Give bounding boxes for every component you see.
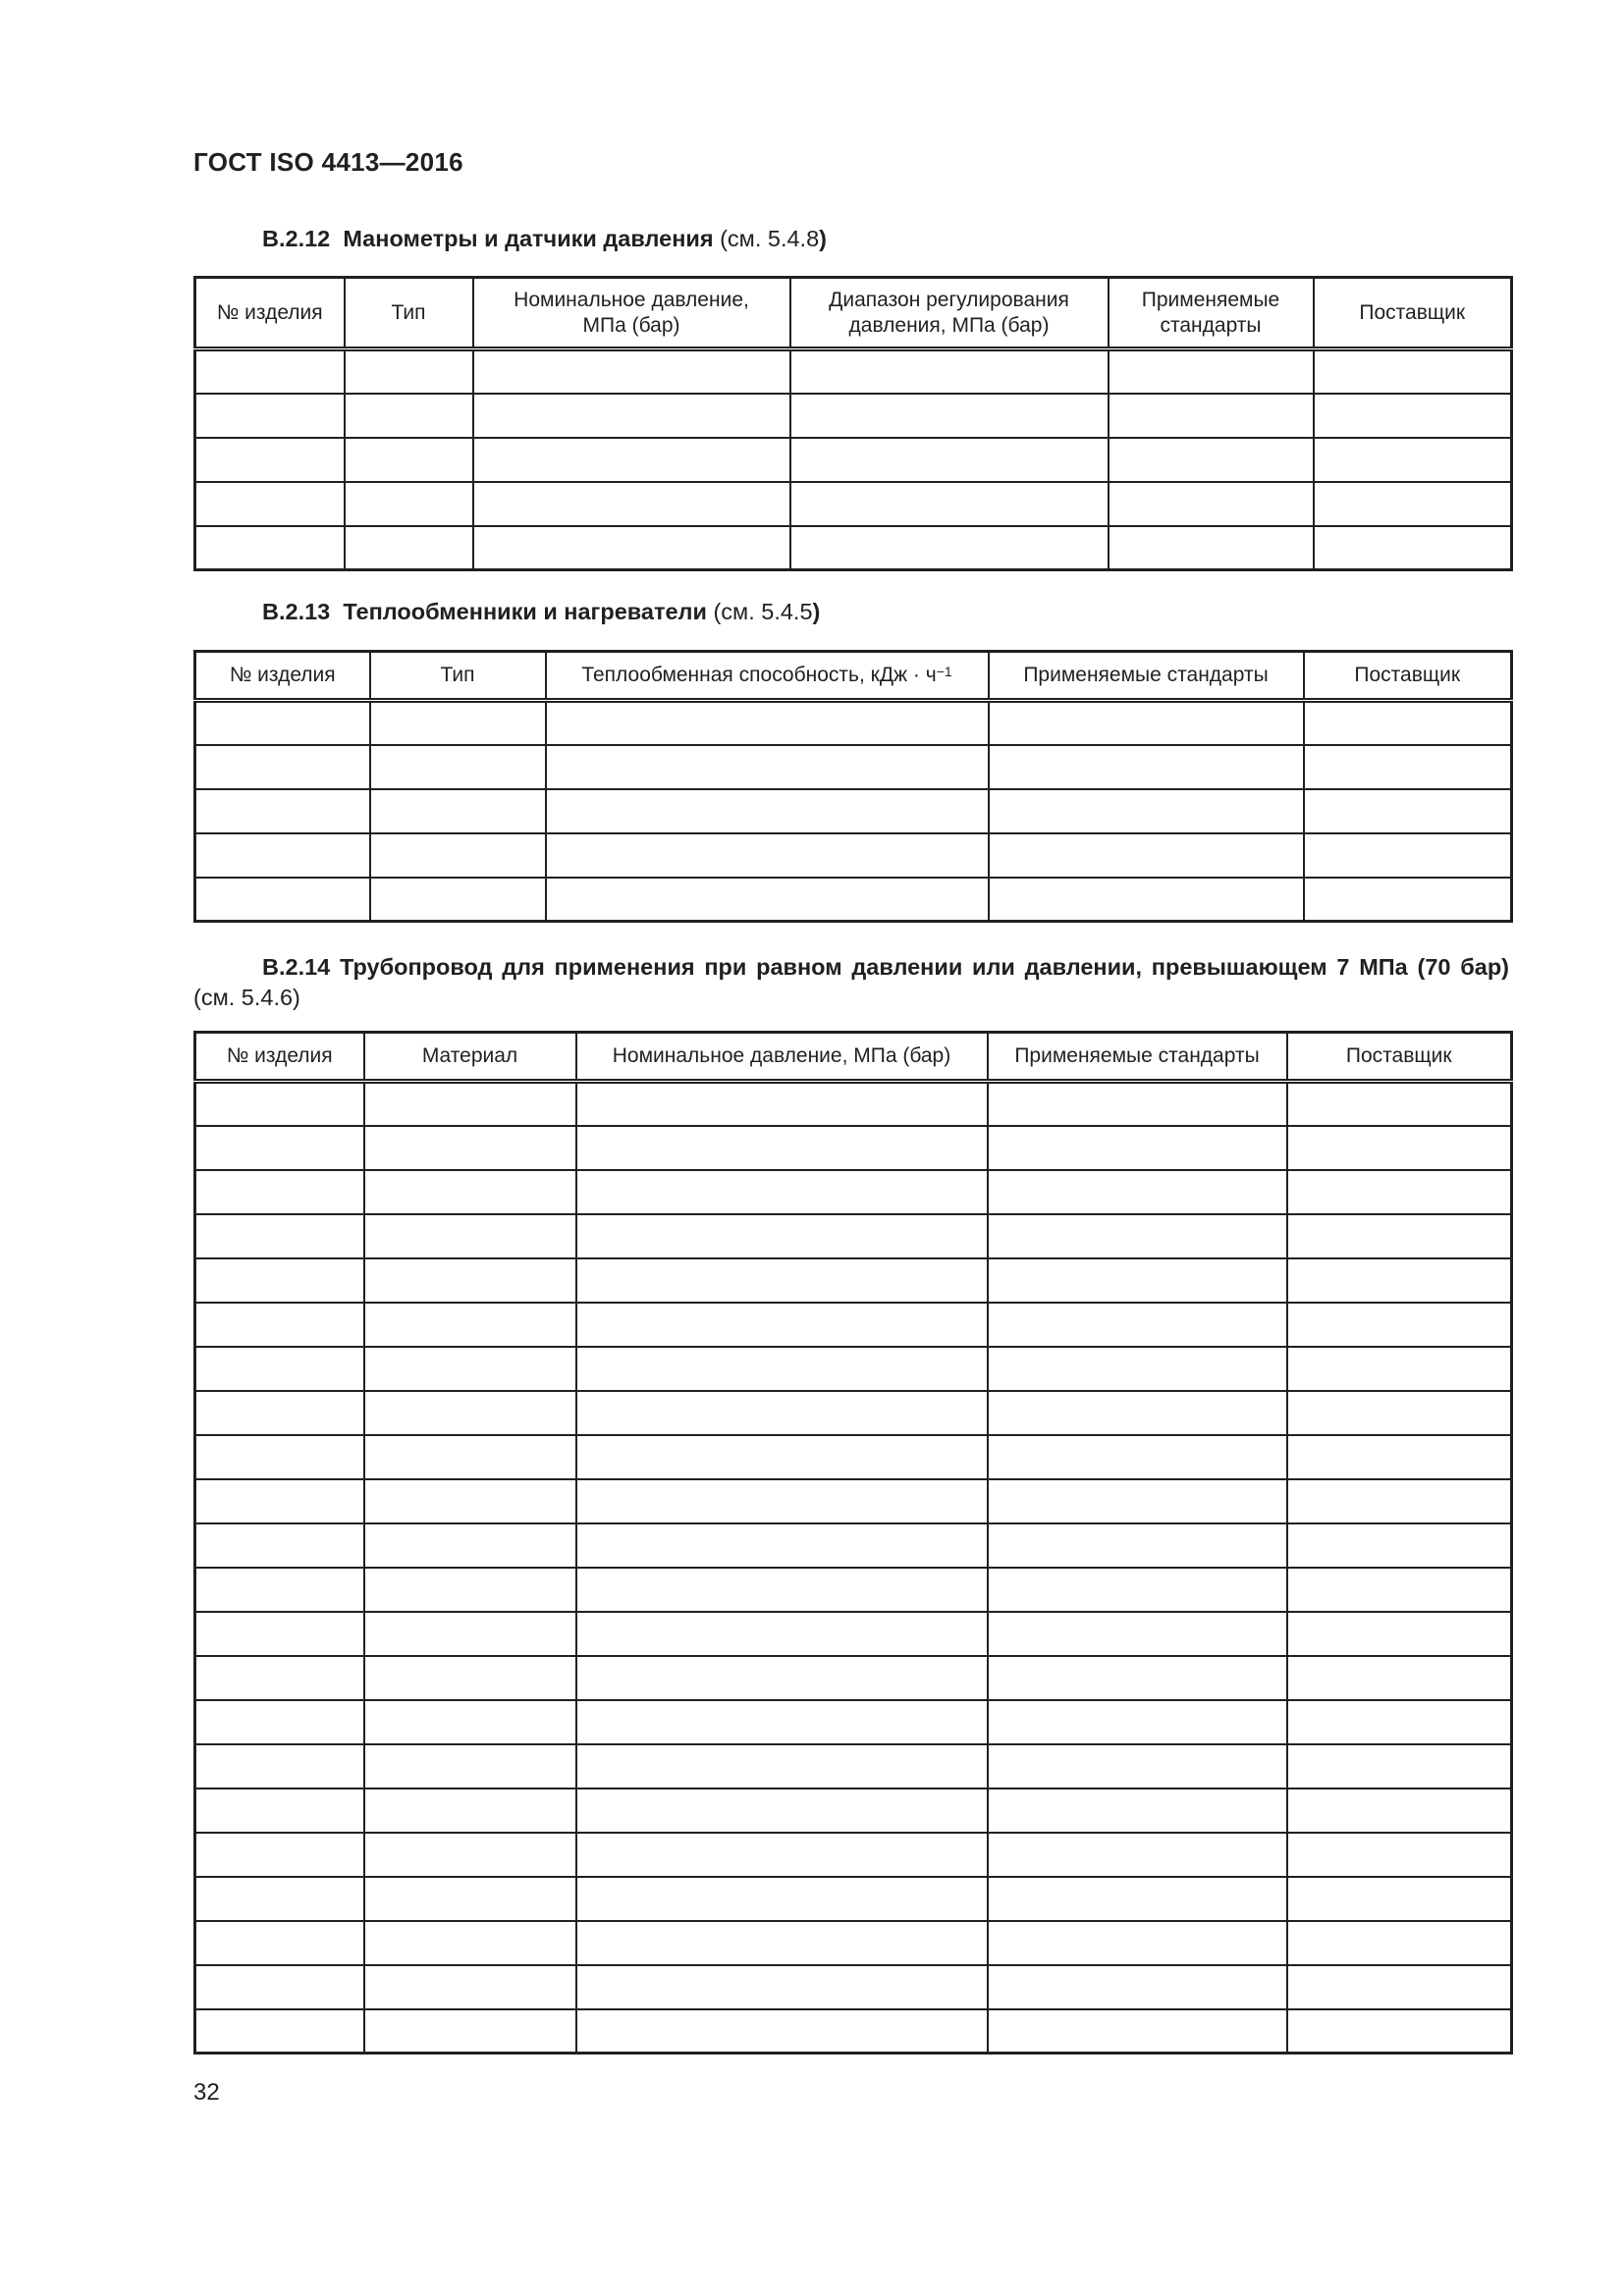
table-cell[interactable]: [1287, 1126, 1512, 1170]
table-cell[interactable]: [364, 1612, 576, 1656]
table-cell[interactable]: [1287, 1523, 1512, 1568]
column-header: Тип: [345, 278, 473, 349]
table-row: [195, 482, 1512, 526]
table-row: [195, 745, 1512, 789]
table-cell[interactable]: [364, 1744, 576, 1789]
table-cell[interactable]: [1304, 745, 1512, 789]
table-cell[interactable]: [1314, 438, 1512, 482]
table-cell[interactable]: [195, 701, 370, 745]
table-cell[interactable]: [370, 745, 546, 789]
table-cell[interactable]: [1314, 349, 1512, 394]
table-cell[interactable]: [195, 1523, 364, 1568]
table-cell[interactable]: [195, 1435, 364, 1479]
column-header: Диапазон регулирования давления, МПа (бар): [790, 278, 1109, 349]
table-cell[interactable]: [195, 1303, 364, 1347]
table-cell[interactable]: [195, 1700, 364, 1744]
table-cell[interactable]: [988, 1303, 1287, 1347]
table-row: [195, 1568, 1512, 1612]
table-cell[interactable]: [195, 789, 370, 833]
table-cell[interactable]: [790, 394, 1109, 438]
table-cell[interactable]: [988, 1568, 1287, 1612]
table-cell[interactable]: [988, 1523, 1287, 1568]
table-row: [195, 701, 1512, 745]
column-header: Применяемые стандарты: [1109, 278, 1314, 349]
table-cell[interactable]: [988, 1965, 1287, 2009]
table-cell[interactable]: [1287, 1789, 1512, 1833]
table-cell[interactable]: [195, 1833, 364, 1877]
table-cell[interactable]: [988, 1126, 1287, 1170]
table-cell[interactable]: [1287, 1170, 1512, 1214]
table-row: [195, 1877, 1512, 1921]
column-header: Поставщик: [1287, 1033, 1512, 1082]
table-cell[interactable]: [1109, 526, 1314, 570]
column-header: Применяемые стандарты: [988, 1033, 1287, 1082]
table-cell[interactable]: [370, 878, 546, 922]
table-cell[interactable]: [790, 349, 1109, 394]
table-cell[interactable]: [988, 1347, 1287, 1391]
table-cell[interactable]: [1109, 482, 1314, 526]
table-cell[interactable]: [473, 349, 790, 394]
table-row: [195, 2009, 1512, 2054]
table-cell[interactable]: [195, 482, 345, 526]
table-cell[interactable]: [364, 1126, 576, 1170]
table-row: [195, 789, 1512, 833]
table-cell[interactable]: [345, 394, 473, 438]
table-cell[interactable]: [1109, 394, 1314, 438]
table-header-row: [195, 1033, 1512, 1082]
table-row: [195, 1612, 1512, 1656]
table-cell[interactable]: [1287, 1391, 1512, 1435]
table-cell[interactable]: [790, 438, 1109, 482]
table-cell[interactable]: [195, 1391, 364, 1435]
column-header: Номинальное давление, МПа (бар): [576, 1033, 988, 1082]
table-cell[interactable]: [988, 1258, 1287, 1303]
table-cell[interactable]: [988, 1656, 1287, 1700]
table-cell[interactable]: [988, 1170, 1287, 1214]
table-cell[interactable]: [195, 1214, 364, 1258]
table-row: [195, 833, 1512, 878]
table-pressure-gauges: [193, 276, 1513, 571]
table-cell[interactable]: [1287, 1568, 1512, 1612]
table-cell[interactable]: [988, 1833, 1287, 1877]
table-cell[interactable]: [576, 1303, 988, 1347]
table-header-row: [195, 652, 1512, 701]
table-cell[interactable]: [370, 833, 546, 878]
section-reference: (см. 5.4.5: [713, 599, 813, 624]
table-cell[interactable]: [989, 833, 1304, 878]
table-row: [195, 1258, 1512, 1303]
table-piping: [193, 1031, 1513, 2055]
table-cell[interactable]: [195, 349, 345, 394]
table-cell[interactable]: [576, 1258, 988, 1303]
table-cell[interactable]: [364, 1789, 576, 1833]
table-cell[interactable]: [1287, 1612, 1512, 1656]
table-body: [195, 1082, 1512, 2054]
table-cell[interactable]: [195, 526, 345, 570]
table-cell[interactable]: [989, 789, 1304, 833]
table-cell[interactable]: [364, 1877, 576, 1921]
table-cell[interactable]: [364, 1214, 576, 1258]
table-cell[interactable]: [195, 438, 345, 482]
table-cell[interactable]: [576, 1965, 988, 2009]
table-cell[interactable]: [364, 1082, 576, 1126]
table-cell[interactable]: [364, 1435, 576, 1479]
table-cell[interactable]: [195, 1126, 364, 1170]
section-title-b214: [193, 952, 1509, 1013]
table-cell[interactable]: [1287, 1214, 1512, 1258]
table-cell[interactable]: [989, 701, 1304, 745]
table-row: [195, 1965, 1512, 2009]
table-cell[interactable]: [364, 1833, 576, 1877]
table-row: [195, 1435, 1512, 1479]
table-cell[interactable]: [988, 1789, 1287, 1833]
table-cell[interactable]: [1287, 1082, 1512, 1126]
table-heat-exchangers: [193, 650, 1513, 923]
table-cell[interactable]: [195, 1656, 364, 1700]
table-cell[interactable]: [345, 349, 473, 394]
table-cell[interactable]: [1287, 1744, 1512, 1789]
table-cell[interactable]: [345, 526, 473, 570]
table-cell[interactable]: [473, 526, 790, 570]
table-cell[interactable]: [195, 1170, 364, 1214]
table-cell[interactable]: [576, 1214, 988, 1258]
table-row: [195, 1744, 1512, 1789]
table-cell[interactable]: [1314, 482, 1512, 526]
table-cell[interactable]: [1287, 1479, 1512, 1523]
table-cell[interactable]: [1304, 789, 1512, 833]
table-row: [195, 878, 1512, 922]
column-header: Материал: [364, 1033, 576, 1082]
table-cell[interactable]: [576, 1347, 988, 1391]
table-cell[interactable]: [546, 878, 989, 922]
table-row: [195, 1303, 1512, 1347]
table-cell[interactable]: [195, 1744, 364, 1789]
page-number: 32: [193, 2079, 220, 2106]
column-header: Номинальное давление, МПа (бар): [473, 278, 790, 349]
table-cell[interactable]: [989, 878, 1304, 922]
table-cell[interactable]: [364, 1921, 576, 1965]
table-row: [195, 1523, 1512, 1568]
table-cell[interactable]: [790, 526, 1109, 570]
column-header: Поставщик: [1304, 652, 1512, 701]
table-cell[interactable]: [576, 1744, 988, 1789]
table-row: [195, 1700, 1512, 1744]
table-cell[interactable]: [364, 1479, 576, 1523]
column-header: Применяемые стандарты: [989, 652, 1304, 701]
section-number: B.2.14: [262, 954, 331, 980]
table-cell[interactable]: [1314, 526, 1512, 570]
table-cell[interactable]: [576, 1082, 988, 1126]
table-cell[interactable]: [1287, 1435, 1512, 1479]
table-body: [195, 701, 1512, 922]
table-cell[interactable]: [576, 1656, 988, 1700]
table-row: [195, 438, 1512, 482]
table-cell[interactable]: [195, 1568, 364, 1612]
table-cell[interactable]: [195, 2009, 364, 2054]
table-cell[interactable]: [345, 438, 473, 482]
table-cell[interactable]: [370, 701, 546, 745]
table-cell[interactable]: [988, 1391, 1287, 1435]
table-row: [195, 1789, 1512, 1833]
table-cell[interactable]: [790, 482, 1109, 526]
table-cell[interactable]: [195, 394, 345, 438]
table-cell[interactable]: [988, 2009, 1287, 2054]
table-cell[interactable]: [364, 1965, 576, 2009]
table-row: [195, 394, 1512, 438]
table-cell[interactable]: [1109, 349, 1314, 394]
table-cell[interactable]: [576, 2009, 988, 2054]
column-header: [546, 652, 989, 701]
table-cell[interactable]: [195, 1082, 364, 1126]
column-header-text: Теплообменная способность, кДж · ч: [581, 664, 937, 686]
section-title-b213: [262, 597, 820, 627]
table-cell[interactable]: [576, 1391, 988, 1435]
table-cell[interactable]: [988, 1744, 1287, 1789]
table-cell[interactable]: [988, 1700, 1287, 1744]
table-cell[interactable]: [1287, 1347, 1512, 1391]
table-cell[interactable]: [364, 1303, 576, 1347]
table-cell[interactable]: [195, 1612, 364, 1656]
column-header: № изделия: [195, 1033, 364, 1082]
section-reference-close: ): [812, 599, 821, 624]
table-cell[interactable]: [364, 1170, 576, 1214]
table-cell[interactable]: [1287, 1877, 1512, 1921]
table-cell[interactable]: [989, 745, 1304, 789]
table-cell[interactable]: [546, 833, 989, 878]
table-cell[interactable]: [195, 1789, 364, 1833]
table-cell[interactable]: [546, 701, 989, 745]
table-row: [195, 1479, 1512, 1523]
table-cell[interactable]: [370, 789, 546, 833]
table-cell[interactable]: [988, 1435, 1287, 1479]
table-cell[interactable]: [195, 1479, 364, 1523]
table-cell[interactable]: [988, 1921, 1287, 1965]
table-cell[interactable]: [576, 1435, 988, 1479]
section-reference: (см. 5.4.8: [720, 226, 820, 251]
table-cell[interactable]: [364, 1656, 576, 1700]
table-cell[interactable]: [546, 745, 989, 789]
table-cell[interactable]: [195, 1877, 364, 1921]
table-cell[interactable]: [576, 1877, 988, 1921]
table-cell[interactable]: [1287, 1921, 1512, 1965]
column-header: № изделия: [195, 278, 345, 349]
table-cell[interactable]: [1304, 833, 1512, 878]
table-cell[interactable]: [576, 1170, 988, 1214]
table-cell[interactable]: [195, 833, 370, 878]
table-cell[interactable]: [473, 394, 790, 438]
table-cell[interactable]: [1287, 2009, 1512, 2054]
table-cell[interactable]: [473, 438, 790, 482]
table-cell[interactable]: [1287, 1833, 1512, 1877]
table-cell[interactable]: [1287, 1258, 1512, 1303]
table-cell[interactable]: [576, 1789, 988, 1833]
table-header-row: [195, 278, 1512, 349]
table-row: [195, 1214, 1512, 1258]
table-cell[interactable]: [473, 482, 790, 526]
table-cell[interactable]: [576, 1126, 988, 1170]
table-cell[interactable]: [576, 1612, 988, 1656]
table-cell[interactable]: [988, 1612, 1287, 1656]
table-cell[interactable]: [546, 789, 989, 833]
table-cell[interactable]: [364, 1523, 576, 1568]
column-header-superscript: −1: [936, 664, 952, 679]
table-cell[interactable]: [364, 2009, 576, 2054]
table-body: [195, 349, 1512, 570]
column-header: Тип: [370, 652, 546, 701]
table-cell[interactable]: [1314, 394, 1512, 438]
table-cell[interactable]: [1109, 438, 1314, 482]
table-cell[interactable]: [576, 1833, 988, 1877]
table-row: [195, 526, 1512, 570]
table-cell[interactable]: [988, 1877, 1287, 1921]
table-cell[interactable]: [576, 1700, 988, 1744]
table-row: [195, 1170, 1512, 1214]
table-row: [195, 1347, 1512, 1391]
table-row: [195, 1082, 1512, 1126]
table-cell[interactable]: [345, 482, 473, 526]
column-header: Поставщик: [1314, 278, 1512, 349]
table-row: [195, 349, 1512, 394]
table-cell[interactable]: [988, 1479, 1287, 1523]
section-reference-close: ): [819, 226, 827, 251]
table-cell[interactable]: [988, 1082, 1287, 1126]
table-cell[interactable]: [576, 1568, 988, 1612]
table-row: [195, 1126, 1512, 1170]
table-cell[interactable]: [364, 1700, 576, 1744]
column-header: № изделия: [195, 652, 370, 701]
section-number: B.2.12: [262, 226, 331, 251]
table-cell[interactable]: [1304, 701, 1512, 745]
section-reference: (см. 5.4.6): [193, 985, 300, 1010]
section-heading: Теплообменники и нагреватели: [343, 599, 707, 624]
section-heading: Манометры и датчики давления: [343, 226, 714, 251]
table-cell[interactable]: [576, 1523, 988, 1568]
table-cell[interactable]: [1287, 1303, 1512, 1347]
document-header: ГОСТ ISO 4413—2016: [193, 147, 463, 177]
table-cell[interactable]: [364, 1347, 576, 1391]
table-cell[interactable]: [1304, 878, 1512, 922]
table-cell[interactable]: [364, 1258, 576, 1303]
table-row: [195, 1833, 1512, 1877]
table-cell[interactable]: [576, 1921, 988, 1965]
table-cell[interactable]: [195, 1965, 364, 2009]
table-cell[interactable]: [1287, 1656, 1512, 1700]
table-cell[interactable]: [1287, 1700, 1512, 1744]
table-row: [195, 1391, 1512, 1435]
table-cell[interactable]: [195, 1347, 364, 1391]
table-cell[interactable]: [576, 1479, 988, 1523]
table-cell[interactable]: [195, 745, 370, 789]
table-cell[interactable]: [195, 1258, 364, 1303]
section-number: B.2.13: [262, 599, 331, 624]
table-row: [195, 1921, 1512, 1965]
table-cell[interactable]: [195, 1921, 364, 1965]
section-heading: Трубопровод для применения при равном давлении или давлении, превышающем 7 МПа (70 бар): [340, 954, 1509, 980]
table-cell[interactable]: [364, 1568, 576, 1612]
table-cell[interactable]: [195, 878, 370, 922]
table-cell[interactable]: [364, 1391, 576, 1435]
section-title-b212: [262, 224, 827, 254]
table-cell[interactable]: [988, 1214, 1287, 1258]
table-cell[interactable]: [1287, 1965, 1512, 2009]
table-row: [195, 1656, 1512, 1700]
